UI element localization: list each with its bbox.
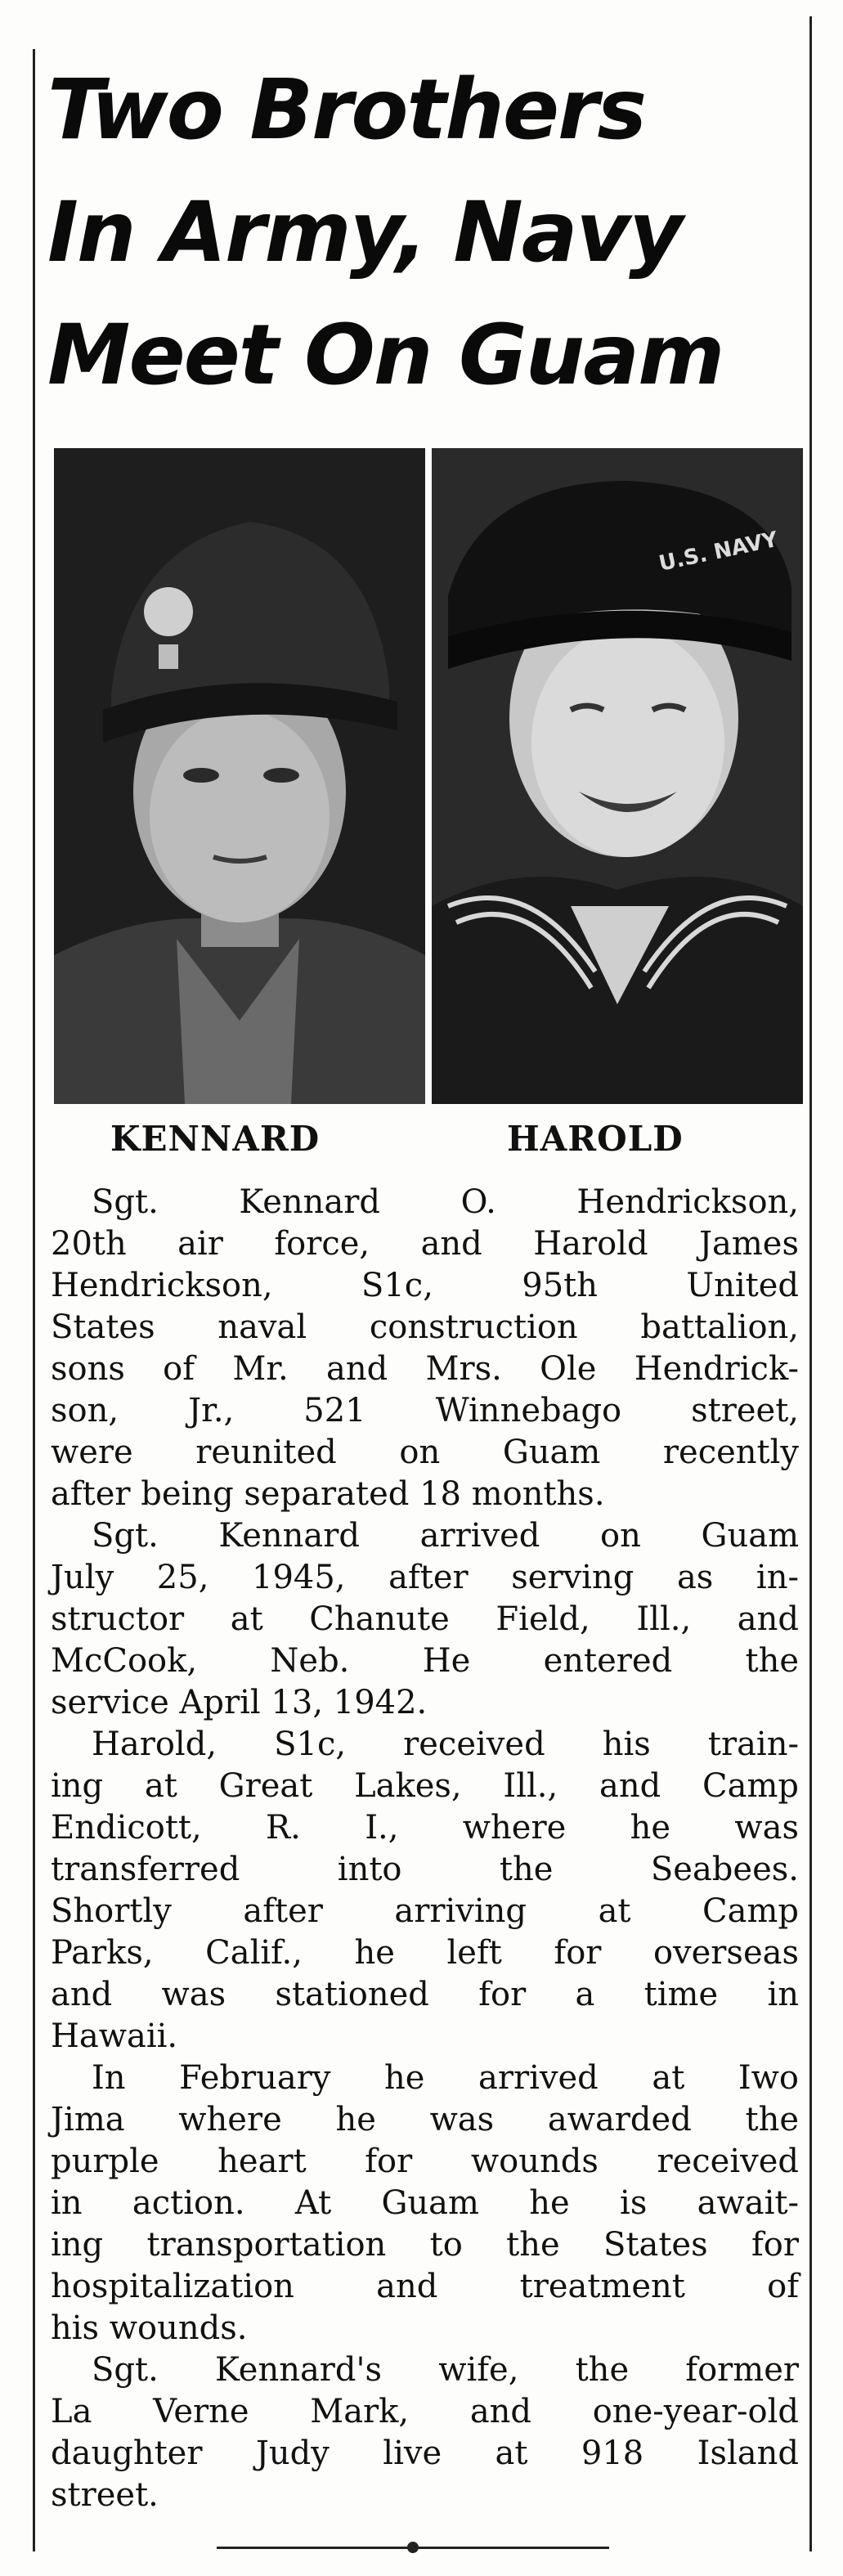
text-line: and was stationed for a time in: [51, 1976, 799, 2013]
text-line: Endicott, R. I., where he was: [51, 1809, 799, 1847]
text-line: Sgt. Kennard arrived on Guam: [92, 1517, 799, 1555]
caption-harold: HAROLD: [507, 1119, 684, 1159]
text-line: hospitalization and treatment of: [51, 2268, 799, 2305]
end-rule-dot: [407, 2542, 419, 2553]
text-line: son, Jr., 521 Winnebago street,: [51, 1392, 799, 1429]
text-line: States naval construction battalion,: [51, 1308, 799, 1346]
text-line: his wounds.: [51, 2309, 248, 2347]
column-rule-left: [33, 49, 35, 2551]
headline-line: Two Brothers: [47, 61, 646, 159]
text-line: were reunited on Guam recently: [51, 1434, 799, 1471]
text-line: service April 13, 1942.: [51, 1684, 428, 1721]
text-line: In February he arrived at Iwo: [92, 2059, 799, 2097]
paragraph: [51, 2349, 799, 2516]
text-line: purple heart for wounds received: [51, 2143, 799, 2180]
text-line: Hawaii.: [51, 2017, 178, 2055]
text-line: in action. At Guam he is await-: [51, 2184, 799, 2222]
paragraph: [51, 2058, 799, 2349]
photo-harold: [432, 448, 803, 1104]
text-line: Sgt. Kennard O. Hendrickson,: [92, 1183, 799, 1221]
text-line: Jima where he was awarded the: [51, 2101, 799, 2138]
paragraph: [51, 1515, 799, 1724]
text-line: ing at Great Lakes, Ill., and Camp: [51, 1767, 799, 1805]
text-line: after being separated 18 months.: [51, 1475, 605, 1513]
headline: [47, 49, 808, 417]
text-line: Sgt. Kennard's wife, the former: [92, 2351, 799, 2389]
text-line: 20th air force, and Harold James: [51, 1225, 799, 1263]
cap-text: U.S. NAVY: [657, 527, 780, 577]
text-line: Shortly after arriving at Camp: [51, 1892, 799, 1930]
text-line: July 25, 1945, after serving as in-: [51, 1559, 799, 1596]
article-body: [51, 1182, 799, 2516]
text-line: La Verne Mark, and one-year-old: [51, 2393, 799, 2430]
text-line: Parks, Calif., he left for overseas: [51, 1934, 799, 1972]
text-line: street.: [51, 2476, 159, 2514]
text-line: sons of Mr. and Mrs. Ole Hendrick-: [51, 1350, 799, 1388]
headline-line: Meet On Guam: [47, 307, 724, 404]
text-line: transferred into the Seabees.: [51, 1851, 799, 1888]
text-line: ing transportation to the States for: [51, 2226, 799, 2264]
text-line: McCook, Neb. He entered the: [51, 1642, 799, 1680]
photo-kennard: [54, 448, 425, 1104]
paragraph: [51, 1724, 799, 2058]
headline-line: In Army, Navy: [47, 184, 682, 281]
column-rule-right: [809, 16, 812, 2551]
text-line: structor at Chanute Field, Ill., and: [51, 1600, 799, 1638]
text-line: Harold, S1c, received his train-: [92, 1726, 799, 1763]
text-line: Hendrickson, S1c, 95th United: [51, 1267, 799, 1304]
text-line: daughter Judy live at 918 Island: [51, 2435, 799, 2472]
caption-kennard: KENNARD: [110, 1119, 321, 1159]
paragraph: [51, 1182, 799, 1515]
